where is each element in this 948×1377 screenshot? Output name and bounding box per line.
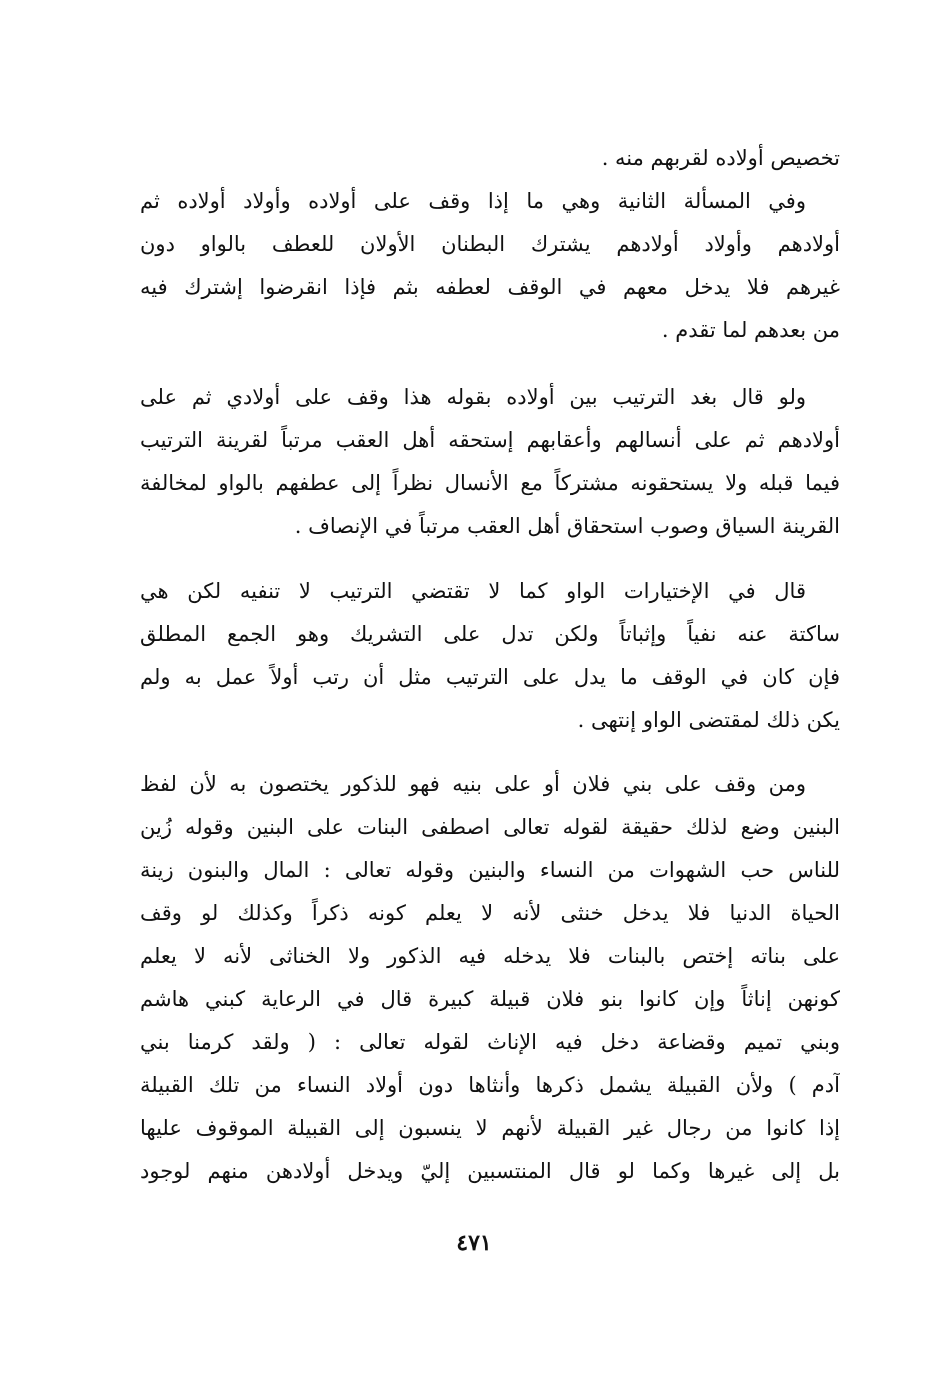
- text-line: كونهن إناثاً وإن كانوا بنو فلان قبيلة كبيرة قال في الرعاية كبني هاشم: [140, 987, 840, 1011]
- text-line: فيما قبله ولا يستحقونه مشتركاً مع الأنسال نظراً إلى عطفهم بالواو لمخالفة: [140, 471, 840, 495]
- text-line: وبني تميم وقضاعة دخل فيه الإناث لقوله تعالى : ( ولقد كرمنا بني: [140, 1030, 840, 1054]
- text-line: أولادهم ثم على أنسالهم وأعقابهم إستحقه أهل العقب مرتباً لقرينة الترتيب: [140, 428, 840, 452]
- text-line: آدم ) ولأن القبيلة يشمل ذكرها وأنثاها دون أولاد النساء من تلك القبيلة: [140, 1073, 840, 1097]
- paragraph-order: [140, 376, 840, 548]
- text-line: البنين وضع لذلك حقيقة لقوله تعالى اصطفى البنات على البنين وقوله زُين: [140, 815, 840, 839]
- paragraph-bani-fulan: [140, 763, 840, 1193]
- text-line: القرينة السياق وصوب استحقاق أهل العقب مرتباً في الإنصاف .: [294, 514, 840, 538]
- text-line: قال في الإختيارات الواو كما لا تقتضي الترتيب لا تنفيه لكن هي: [140, 579, 806, 603]
- text-line: ومن وقف على بني فلان أو على بنيه فهو للذكور يختصون به لأن لفظ: [140, 772, 806, 796]
- text-line: تخصيص أولاده لقربهم منه .: [601, 146, 840, 170]
- text-line: ساكتة عنه نفياً وإثباتاً ولكن تدل على التشريك وهو الجمع المطلق: [140, 622, 840, 646]
- text-line: على بناته إختص بالبنات فلا يدخله فيه الذكور ولا الخناثى لأنه لا يعلم: [140, 944, 840, 968]
- text-line: إذا كانوا من رجال غير القبيلة لأنهم لا ينسبون إلى القبيلة الموقوف عليها: [140, 1116, 840, 1140]
- page-number: ٤٧١: [456, 1230, 492, 1256]
- text-line: بل إلى غيرها وكما لو قال المنتسبين إليّ ويدخل أولادهن منهم لوجود: [140, 1159, 840, 1183]
- text-line: أولادهم وأولاد أولادهم يشترك البطنان الأولان للعطف بالواو دون: [140, 232, 840, 256]
- text-line: ولو قال بغد الترتيب بين أولاده بقوله هذا وقف على أولادي ثم على: [140, 385, 806, 409]
- text-line: غيرهم فلا يدخل معهم في الوقف لعطفه بثم فإذا انقرضوا إشترك فيه: [140, 275, 840, 299]
- text-line: وفي المسألة الثانية وهي ما إذا وقف على أولاده وأولاد أولاده ثم: [140, 189, 806, 213]
- text-line: فإن كان في الوقف ما يدل على الترتيب مثل أن رتب أولاً عمل به ولم: [140, 665, 840, 689]
- text-line: من بعدهم لما تقدم .: [661, 318, 840, 342]
- text-line: يكن ذلك لمقتضى الواو إنتهى .: [577, 708, 840, 732]
- text-line: الحياة الدنيا فلا يدخل خنثى لأنه لا يعلم كونه ذكراً وكذلك لو وقف: [140, 901, 840, 925]
- text-line: للناس حب الشهوات من النساء والبنين وقوله تعالى : المال والبنون زينة: [140, 858, 840, 882]
- paragraph-second-issue: [140, 180, 840, 352]
- paragraph-ikhtiyarat: [140, 570, 840, 742]
- paragraph-continuation: [140, 137, 840, 180]
